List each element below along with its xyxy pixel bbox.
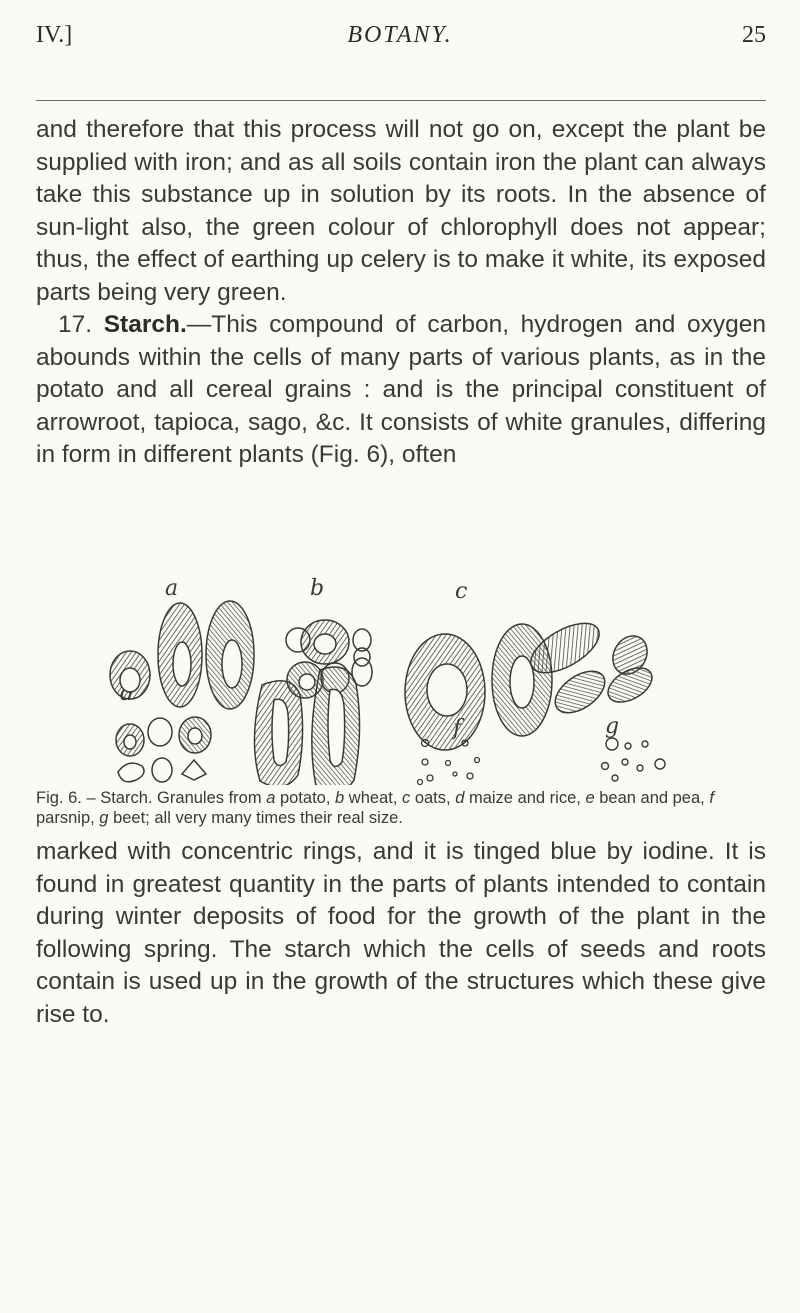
caption-text: – Starch. Granules from: [81, 789, 267, 807]
caption-text: beet; all very many times their real size.: [108, 809, 403, 827]
caption-text: oats,: [410, 789, 456, 807]
caption-letter-e: e: [585, 789, 595, 807]
starch-granules-figure: [0, 560, 800, 785]
caption-letter-g: g: [99, 809, 109, 827]
header-rule: [36, 100, 766, 101]
potato-granules: [110, 601, 254, 709]
caption-text: parsnip,: [36, 809, 100, 827]
starch-paragraph: —This compound of carbon, hydrogen and oxygen abounds within the cells of many parts of various plants, as in the potato and all cereal grains : and is the principal constituent of arrowroot, tapioca, sago, &c. It consists of white granules, differing in form in different plants (Fig. 6), often: [36, 311, 766, 468]
caption-text: bean and pea,: [594, 789, 710, 807]
section-heading: Starch.: [103, 311, 187, 338]
caption-text: wheat,: [344, 789, 402, 807]
caption-letter-d: d: [455, 789, 465, 807]
body-text-bottom: marked with concentric rings, and it is tinged blue by iodine. It is found in greatest quantity in the parts of plants intended to contain during winter deposits of food for the growth of the plant in the following spring. The starch which the cells of seeds and roots contain is used up in the growth of the structures which these give rise to.: [36, 838, 766, 1028]
label-b: b: [310, 576, 325, 601]
page-number: 25: [742, 22, 766, 48]
caption-letter-c: c: [402, 789, 411, 807]
caption-letter-b: b: [335, 789, 345, 807]
caption-text: maize and rice,: [464, 789, 586, 807]
beet-granules: [602, 738, 666, 781]
caption-text: potato,: [275, 789, 336, 807]
running-title: BOTANY.: [347, 22, 453, 48]
running-header: [0, 22, 800, 62]
section-marker: IV.]: [36, 22, 73, 48]
label-g: g: [605, 714, 620, 739]
body-text-top: [36, 114, 766, 472]
caption-letter-a: a: [266, 789, 276, 807]
caption-letter-f: f: [709, 789, 714, 807]
oat-granules: [405, 613, 658, 750]
caption-fig-number: Fig. 6.: [36, 789, 82, 807]
maize-rice-granules: [116, 717, 211, 782]
section-number: 17.: [58, 311, 93, 338]
label-c: c: [455, 579, 468, 604]
label-a: a: [165, 576, 179, 601]
figure-caption: [36, 788, 766, 828]
paragraph-continuation: and therefore that this process will not go on, except the plant be supplied with iron; and as all soils contain iron the plant can always take this substance up in solution by its roots. In the absence of sun-light also, the green colour of chlorophyll does not appear; thus, the effect of earthing up celery is to make it white, its exposed parts being very green.: [36, 116, 766, 306]
